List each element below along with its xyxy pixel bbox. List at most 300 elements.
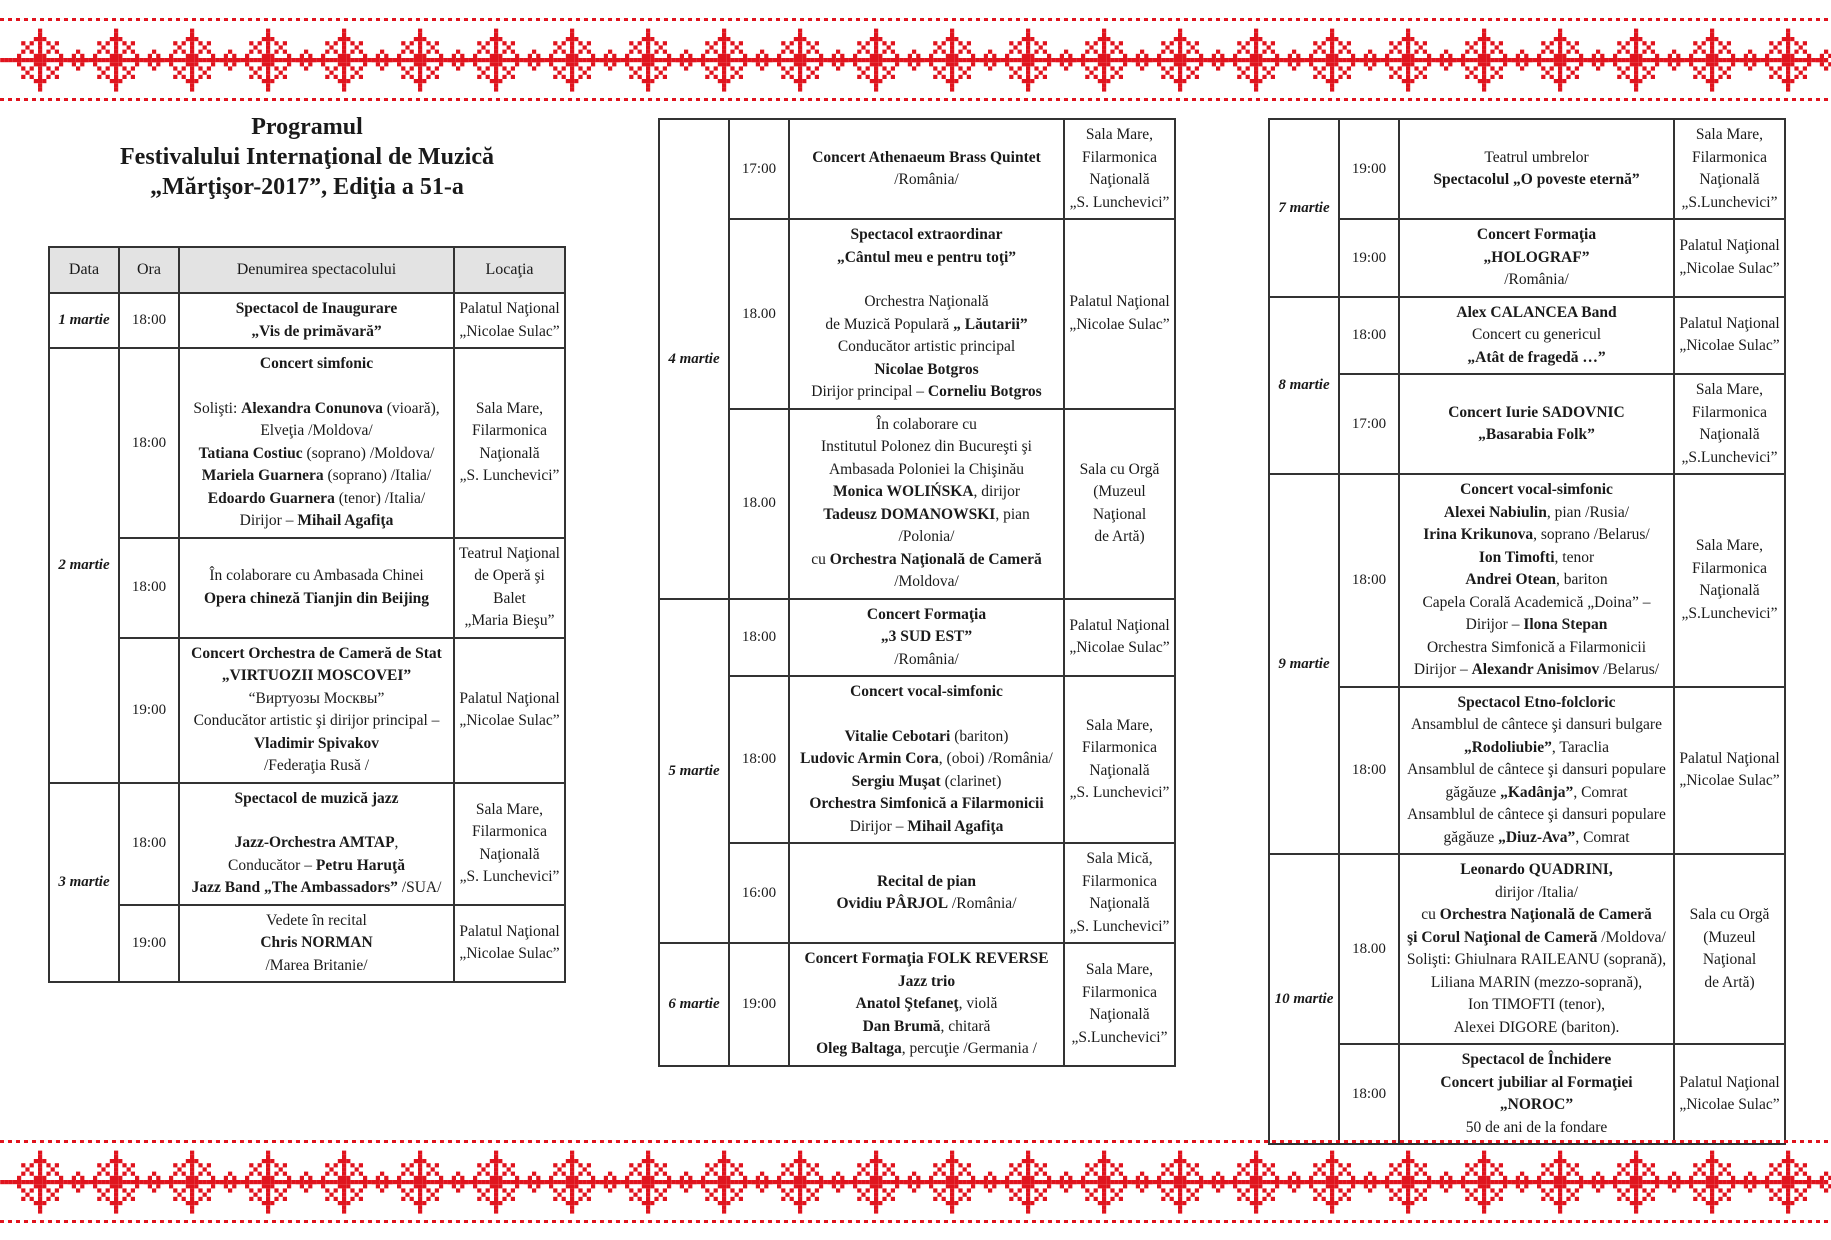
event-line (793, 147, 1060, 170)
event-line (183, 932, 450, 955)
event-name (789, 219, 1064, 409)
event-line-text: Concert Formaţia (1476, 226, 1597, 243)
event-date: 9 martie (1269, 474, 1339, 854)
event-line (793, 993, 1060, 1016)
event-line (793, 681, 1060, 704)
location-line: Balet (493, 589, 526, 607)
event-line (183, 565, 450, 588)
event-line-text: Solişti: Ghiulnara RAILEANU (soprană), (1406, 951, 1667, 968)
location-line: „S.Lunchevici” (1681, 448, 1778, 466)
location-line: (Muzeul (1703, 928, 1756, 946)
event-line (183, 832, 450, 855)
event-line-text: Capela Corală Academică „Doina” – (1422, 593, 1651, 611)
event-line-text: “Виртуозы Москвы” (248, 689, 385, 707)
event-line-text: /Moldova/ (894, 573, 959, 590)
event-line-text: Concert cu genericul (1471, 326, 1602, 343)
event-location (1064, 119, 1175, 219)
event-line (1403, 347, 1670, 370)
location-line: Naţională (1699, 426, 1760, 443)
event-line-text: Concert jubiliar al Formaţiei „NOROC” (1440, 1073, 1633, 1113)
event-line-text: /România/ (1504, 271, 1569, 288)
event-line (183, 910, 450, 933)
location-line: Naţională (479, 444, 540, 462)
event-line-text: dirijor /Italia/ (1494, 883, 1579, 901)
location-line: Sala Mare, (1695, 537, 1764, 555)
event-row (1269, 374, 1785, 474)
event-line (1403, 692, 1670, 715)
event-line-text: Orchestra Naţională (864, 293, 989, 310)
event-date: 2 martie (49, 348, 119, 783)
event-line-bold: Andrei Otean (1465, 571, 1556, 588)
event-line-text: Leonardo QUADRINI, (1460, 861, 1613, 878)
event-line (793, 604, 1060, 627)
location-line: „S. Lunchevici” (1069, 784, 1170, 801)
location-line: Sala Mare, (1085, 961, 1154, 979)
event-row (49, 538, 565, 638)
event-row (659, 119, 1175, 219)
location-line: „Nicolae Sulac” (459, 322, 560, 340)
event-line-text: , violă (958, 995, 998, 1012)
event-line-text: „3 SUD EST” (880, 628, 973, 645)
event-time: 16:00 (729, 843, 789, 943)
event-location (454, 783, 565, 905)
event-row (1269, 119, 1785, 219)
event-line (1403, 882, 1670, 905)
location-line: Naţional (1092, 505, 1147, 523)
event-line (1403, 547, 1670, 570)
location-line: Teatrul Naţional (459, 544, 560, 562)
event-row (49, 783, 565, 905)
event-line (793, 526, 1060, 549)
event-location (1064, 599, 1175, 677)
location-line: Palatul Naţional (459, 922, 560, 940)
location-line: Filarmonica (1082, 872, 1157, 890)
event-line (793, 726, 1060, 749)
event-line (1403, 302, 1670, 325)
event-name (179, 905, 454, 983)
event-line-text: cu (1421, 906, 1440, 923)
event-line-text: , Comrat (1575, 828, 1630, 846)
event-line (1403, 827, 1670, 850)
event-line-bold: Ion Timofti (1478, 548, 1555, 566)
event-line (793, 336, 1060, 359)
event-line (183, 443, 450, 466)
event-line-text: Ambasada Poloniei la Chişinău (828, 460, 1024, 478)
event-line (1403, 614, 1670, 637)
event-line-bold: Orchestra Naţională de Cameră (1439, 906, 1652, 923)
event-line-bold: Anatol Ştefaneţ (855, 995, 959, 1012)
event-location (454, 905, 565, 983)
event-line-bold: Irina Krikunova (1423, 526, 1534, 543)
event-line-text: /România/ (894, 650, 959, 668)
schedule-table-2 (658, 118, 1176, 1067)
event-line-text: (tenor) /Italia/ (334, 489, 426, 507)
location-line: Filarmonica (1692, 148, 1767, 166)
event-line (183, 955, 450, 978)
location-line: „Maria Bieşu” (464, 612, 555, 629)
location-line: Palatul Naţional (1679, 1073, 1780, 1091)
event-time: 19:00 (119, 638, 179, 783)
event-line-text: /Moldova/ (1597, 928, 1666, 946)
event-line-text: Concert Athenaeum Brass Quintet (812, 148, 1041, 166)
event-line-text: , Taraclia (1551, 738, 1609, 756)
event-time: 18:00 (1339, 1044, 1399, 1144)
schedule-table-3 (1268, 118, 1786, 1145)
location-line: Palatul Naţional (1679, 314, 1780, 332)
event-location (454, 538, 565, 638)
event-name (179, 538, 454, 638)
location-line: Palatul Naţional (1069, 293, 1170, 311)
event-line (1403, 592, 1670, 615)
location-line: Sala Mare, (475, 800, 544, 818)
event-line (793, 793, 1060, 816)
location-line: „Nicolae Sulac” (1069, 639, 1170, 657)
embroidery-border-top (0, 14, 1831, 104)
event-line-text: Recital de pian (876, 872, 977, 890)
event-time: 17:00 (1339, 374, 1399, 474)
event-line-text: Alex CALANCEA Band (1456, 303, 1617, 321)
event-line-text: /România/ (894, 171, 959, 188)
event-date: 10 martie (1269, 854, 1339, 1144)
event-location (1674, 474, 1785, 687)
event-location (1674, 687, 1785, 855)
event-line (1403, 994, 1670, 1017)
event-location (1064, 219, 1175, 409)
location-line: Naţională (1089, 1006, 1150, 1024)
event-line (1403, 169, 1670, 192)
event-row (49, 293, 565, 348)
event-line-bold: Dan Brumă (862, 1017, 941, 1035)
event-line (793, 649, 1060, 672)
event-location (454, 293, 565, 348)
event-line (1403, 927, 1670, 950)
event-line-text: Spectacol de Închidere (1461, 1051, 1612, 1068)
event-line (1403, 502, 1670, 525)
location-line: „Nicolae Sulac” (1679, 259, 1780, 277)
event-line-text: /Marea Britanie/ (265, 956, 368, 974)
location-line: Naţională (479, 845, 540, 863)
event-line-text: Spectacol Etno-folcloric (1457, 693, 1616, 711)
event-line-bold: „ Lăutarii” (953, 315, 1028, 333)
event-date: 3 martie (49, 783, 119, 983)
event-line-text: „Vis de primăvară” (251, 322, 382, 340)
event-time: 18:00 (1339, 687, 1399, 855)
event-name (789, 843, 1064, 943)
event-row (1269, 854, 1785, 1044)
location-line: Filarmonica (1082, 148, 1157, 166)
event-line-text: cu (811, 550, 830, 568)
event-line-bold: Corneliu Botgros (927, 383, 1042, 400)
location-line: Palatul Naţional (459, 300, 560, 317)
event-name (1399, 119, 1674, 219)
event-line (793, 1016, 1060, 1039)
event-line (183, 465, 450, 488)
event-line (1403, 1072, 1670, 1117)
location-line: „Nicolae Sulac” (459, 945, 560, 963)
event-name (1399, 687, 1674, 855)
location-line: Filarmonica (472, 823, 547, 840)
event-line-bold: Mihail Agafiţa (907, 817, 1004, 835)
event-line-text: Concert Orchestra de Cameră de Stat (191, 644, 442, 662)
event-line (1403, 424, 1670, 447)
event-line (793, 971, 1060, 994)
event-line-text: Dirijor – (239, 512, 298, 529)
event-line (1403, 479, 1670, 502)
event-line-text: Jazz trio (897, 972, 956, 990)
event-name (1399, 219, 1674, 297)
event-time: 18:00 (119, 538, 179, 638)
event-line-text: de Muzică Populară (825, 315, 954, 333)
location-line: „Nicolae Sulac” (1679, 337, 1780, 355)
schedule-table-1 (48, 246, 566, 983)
location-line: Palatul Naţional (1679, 749, 1780, 767)
event-date: 5 martie (659, 599, 729, 944)
header-location: Locaţia (454, 247, 565, 293)
event-row (659, 599, 1175, 677)
event-row (659, 219, 1175, 409)
location-line: Naţional (1702, 951, 1757, 968)
event-line (793, 247, 1060, 270)
program-title (48, 112, 566, 202)
event-line (183, 710, 450, 733)
event-line (793, 771, 1060, 794)
event-location (1674, 374, 1785, 474)
location-line: „Nicolae Sulac” (1679, 1096, 1780, 1113)
event-line (183, 298, 450, 321)
event-location (1674, 119, 1785, 219)
event-line-text: (bariton) (950, 727, 1009, 745)
event-line-text: „Basarabia Folk” (1478, 426, 1595, 443)
title-line-2: Festivalului Internaţional de Muzică (120, 144, 494, 170)
event-line-text: , Comrat (1573, 783, 1628, 801)
event-line-text: Concert simfonic (259, 355, 374, 372)
event-line (793, 504, 1060, 527)
event-name (1399, 374, 1674, 474)
event-time: 19:00 (119, 905, 179, 983)
location-line: Sala cu Orgă (1079, 460, 1160, 478)
location-line: Sala Mare, (1695, 126, 1764, 143)
event-line-bold: Mariela Guarnera (201, 467, 324, 484)
event-line-text: „HOLOGRAF” (1483, 248, 1590, 266)
event-time: 19:00 (729, 943, 789, 1066)
event-line-text: Orchestra Simfonică a Filarmonicii (809, 795, 1044, 812)
event-line-text: Dirijor – (1413, 661, 1472, 678)
event-row (1269, 1044, 1785, 1144)
event-row (659, 676, 1175, 843)
event-line-text: Ansamblul de cântece şi dansuri populare (1407, 761, 1666, 778)
event-line-text: Dirijor – (849, 817, 908, 835)
event-line-text: , tenor (1554, 548, 1595, 566)
event-line (183, 733, 450, 756)
location-line: „S. Lunchevici” (459, 467, 560, 485)
location-line: „S. Lunchevici” (459, 868, 560, 885)
event-name (179, 348, 454, 538)
event-name (179, 638, 454, 783)
event-row (49, 638, 565, 783)
location-line: „Nicolae Sulac” (1679, 772, 1780, 790)
event-line (1403, 569, 1670, 592)
event-line (1403, 859, 1670, 882)
event-row (49, 348, 565, 538)
event-line (793, 871, 1060, 894)
event-row (1269, 297, 1785, 375)
event-line-text: /Federaţia Rusă / (263, 757, 370, 774)
event-line (1403, 1017, 1670, 1040)
location-line: Naţională (1089, 171, 1150, 188)
event-line (793, 436, 1060, 459)
event-line-bold: Orchestra Naţională de Cameră (829, 550, 1042, 568)
event-line (793, 626, 1060, 649)
event-name (789, 676, 1064, 843)
event-line (1403, 524, 1670, 547)
event-line (1403, 147, 1670, 170)
event-line (1403, 714, 1670, 737)
event-line-text: Dirijor – (1465, 616, 1524, 633)
event-line (183, 488, 450, 511)
event-line-text: Opera chineză Tianjin din Beijing (203, 589, 430, 607)
event-location (1674, 219, 1785, 297)
event-line-bold: Jazz Band „The Ambassadors” (191, 879, 398, 896)
event-line (793, 359, 1060, 382)
location-line: „S.Lunchevici” (1681, 193, 1778, 211)
event-line (183, 376, 450, 398)
event-line-text: (soprano) /Italia/ (323, 467, 432, 484)
event-line-bold: Tatiana Costiuc (198, 444, 303, 462)
event-line (1403, 402, 1670, 425)
event-location (1674, 297, 1785, 375)
event-line-text: Concert vocal-simfonic (1460, 481, 1613, 498)
location-line: de Artă) (1704, 973, 1755, 991)
event-line-text: Conducător artistic principal (837, 338, 1016, 355)
location-line: Sala Mare, (1085, 716, 1154, 734)
event-line-bold: Alexandra Conunova (241, 399, 383, 417)
event-line-text: /Polonia/ (898, 528, 955, 545)
event-line-text: În colaborare cu (876, 415, 977, 433)
location-line: Sala cu Orgă (1689, 906, 1770, 923)
event-line-text: /Belarus/ (1599, 661, 1660, 678)
event-line-text: Concert Formaţia FOLK REVERSE (804, 950, 1049, 967)
event-line (1403, 759, 1670, 782)
event-time: 18.00 (1339, 854, 1399, 1044)
event-line (183, 788, 450, 811)
event-line-bold: Ludovic Armin Cora (800, 750, 939, 767)
event-line-text: Ion TIMOFTI (tenor), (1467, 996, 1606, 1013)
location-line: Palatul Naţional (1679, 237, 1780, 255)
event-line (183, 510, 450, 533)
event-line-bold: Edoardo Guarnera (207, 489, 335, 507)
table-header-row (49, 247, 565, 293)
event-line (183, 321, 450, 344)
event-name (179, 293, 454, 348)
event-line-text: Concert Formaţia (866, 605, 987, 623)
event-time: 19:00 (1339, 119, 1399, 219)
event-line (1403, 659, 1670, 682)
event-line (183, 398, 450, 421)
event-line-bold: Tadeusz DOMANOWSKI (823, 505, 996, 523)
event-line-bold: Monica WOLIŃSKA (832, 483, 974, 500)
location-line: „Nicolae Sulac” (1069, 315, 1170, 333)
location-line: Sala Mică, (1086, 850, 1153, 867)
location-line: Palatul Naţional (1069, 616, 1170, 634)
event-line-text: „Cântul meu e pentru toţi” (836, 248, 1017, 266)
location-line: Naţională (1699, 171, 1760, 188)
event-line (793, 314, 1060, 337)
embroidery-border-bottom (0, 1136, 1831, 1226)
event-line (183, 588, 450, 611)
event-line (1403, 972, 1670, 995)
event-line (793, 381, 1060, 404)
event-line-text: (clarinet) (940, 772, 1002, 790)
event-line (183, 420, 450, 443)
event-line-text: Institutul Polonez din Bucureşti şi (821, 438, 1032, 455)
event-line-text: /România/ (948, 895, 1017, 912)
event-line (183, 877, 450, 900)
event-line (1403, 1049, 1670, 1072)
event-line-text: Nicolae Botgros (874, 360, 979, 378)
event-line (793, 459, 1060, 482)
event-line-text: găgăuze (1445, 783, 1501, 801)
event-time: 18.00 (729, 409, 789, 599)
event-row (1269, 474, 1785, 687)
event-time: 18:00 (119, 293, 179, 348)
event-line-text: Alexei DIGORE (bariton). (1453, 1018, 1620, 1036)
location-line: Palatul Naţional (459, 689, 560, 707)
event-line-bold: „Rodoliubie” (1463, 738, 1552, 756)
event-line-text: Solişti: (193, 399, 242, 417)
event-line (793, 481, 1060, 504)
event-line (183, 688, 450, 711)
title-line-3: „Mărţişor-2017”, Ediţia a 51-a (150, 174, 464, 200)
event-date: 4 martie (659, 119, 729, 599)
header-date: Data (49, 247, 119, 293)
event-line (183, 643, 450, 666)
event-line-bold: Ovidiu PÂRJOL (836, 895, 949, 912)
event-name (1399, 297, 1674, 375)
event-line-text: , (394, 834, 399, 851)
location-line: Filarmonica (1082, 983, 1157, 1001)
event-line-text: Elveţia /Moldova/ (260, 422, 373, 439)
header-time: Ora (119, 247, 179, 293)
event-time: 19:00 (1339, 219, 1399, 297)
event-line (1403, 737, 1670, 760)
event-name (1399, 1044, 1674, 1144)
event-line (1403, 904, 1670, 927)
event-name (1399, 474, 1674, 687)
event-location (1064, 409, 1175, 599)
event-line-bold: Jazz-Orchestra AMTAP (234, 834, 395, 851)
event-line (1403, 804, 1670, 827)
header-name: Denumirea spectacolului (179, 247, 454, 293)
event-line-text: „Atât de fragedă …” (1467, 348, 1606, 366)
event-line (183, 810, 450, 832)
event-line-bold: Vitalie Cebotari (844, 727, 951, 745)
event-row (49, 905, 565, 983)
event-line-text: Teatrul umbrelor (1484, 148, 1589, 166)
location-line: Naţională (1699, 582, 1760, 600)
event-line-bold: Sergiu Muşat (851, 772, 941, 790)
location-line: „S. Lunchevici” (1069, 193, 1170, 211)
event-line-text: Vladimir Spivakov (253, 734, 380, 752)
event-line-text: Chris NORMAN (260, 934, 373, 951)
event-line (793, 748, 1060, 771)
event-date: 1 martie (49, 293, 119, 348)
event-line-text: , chitară (940, 1017, 991, 1035)
event-line-text: , (oboi) /România/ (938, 750, 1053, 767)
location-line: Naţională (1089, 895, 1150, 912)
event-line-text: Ansamblul de cântece şi dansuri populare (1407, 806, 1666, 823)
event-name (1399, 854, 1674, 1044)
event-line-text: Dirijor principal – (811, 383, 928, 400)
